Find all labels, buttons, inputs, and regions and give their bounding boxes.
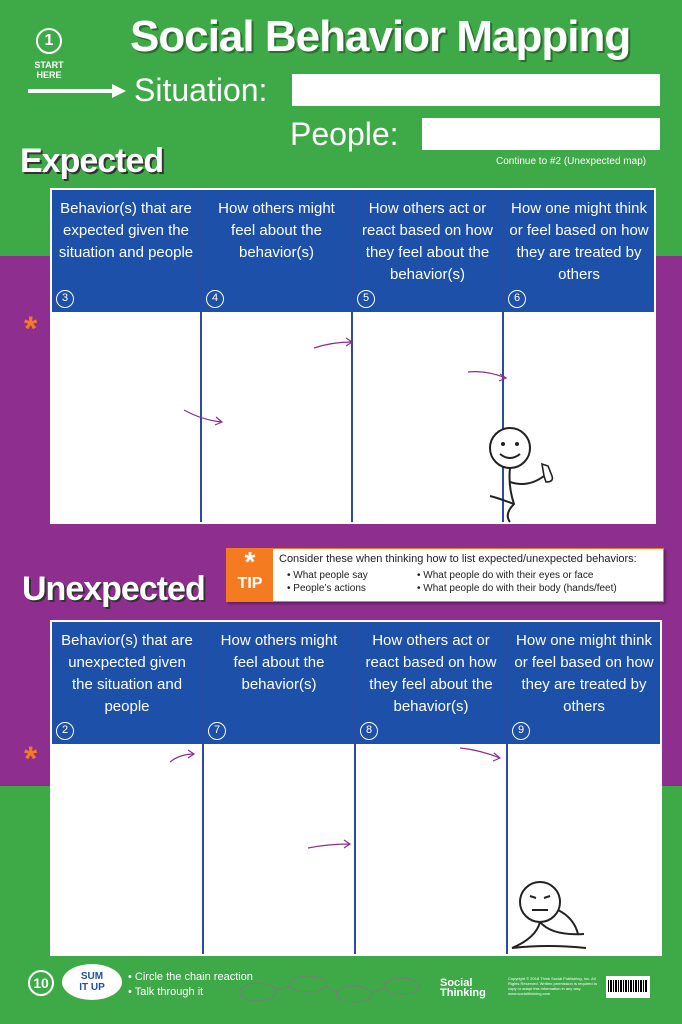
social-thinking-logo [440,978,486,998]
step-number-circle: 9 [512,722,530,740]
step-1-circle: 1 [36,28,62,54]
expected-heading: Expected [20,142,164,180]
expected-entry-cell[interactable] [52,312,200,522]
expected-column [353,190,504,522]
flow-arrow-icon [458,744,504,764]
column-label: How one might think or feel based on how they are treated by others [509,200,649,283]
barcode-icon [606,976,650,998]
tip-item: • What people do with their body (hands/feet) [417,582,617,595]
tip-box [226,548,664,602]
sum-line-1: SUM [80,971,104,982]
unexpected-column [52,622,204,954]
unexpected-column [204,622,356,954]
step-number-circle: 3 [56,290,74,308]
unexpected-column [356,622,508,954]
unexpected-heading: Unexpected [22,570,205,608]
tip-asterisk-icon: * [244,546,256,577]
unexpected-column-header [52,622,202,744]
step-number-circle: 6 [508,290,526,308]
expected-column-header [504,190,654,312]
flow-arrow-icon [312,334,356,354]
expected-map [50,188,656,524]
unexpected-entry-cell[interactable] [356,744,506,954]
step-number-circle: 7 [208,722,226,740]
page-title: Social Behavior Mapping [130,12,631,61]
tip-badge [227,546,273,601]
expected-entry-cell[interactable] [353,312,502,522]
upset-stick-figure-icon [508,878,592,956]
column-label: How others might feel about the behavior(s) [218,200,335,261]
column-label: How others might feel about the behavior(s) [220,632,338,693]
flow-arrow-icon [182,406,226,428]
unexpected-column-header [204,622,354,744]
expected-column [52,190,202,522]
tip-item: • What people do with their eyes or face [417,569,617,582]
step-number-circle: 8 [360,722,378,740]
column-label: How one might think or feel based on how they are treated by others [514,632,654,715]
start-label-line-2: HERE [36,70,62,80]
start-arrow-icon [28,84,126,98]
column-label: Behavior(s) that are unexpected given the situation and people [61,632,193,715]
step-number-circle: 4 [206,290,224,308]
brand-line-2: Thinking [440,987,486,999]
asterisk-icon-unexpected: * [24,740,38,778]
sum-it-up-bubble [62,964,122,1000]
chain-reaction-sketch-icon [236,974,426,1004]
sum-it-up-list [128,970,253,1000]
tip-list-right [417,569,617,595]
column-label: How others act or react based on how they feel about the behavior(s) [362,200,493,283]
expected-column-header [52,190,200,312]
people-field[interactable] [422,118,660,150]
start-here-label [29,60,69,80]
unexpected-column-header [356,622,506,744]
situation-field[interactable] [292,74,660,106]
tip-list-left [287,569,368,595]
tip-item: • People’s actions [287,582,368,595]
expected-column [202,190,353,522]
copyright-text: Copyright © 2018 Think Social Publishing, Inc. All Rights Reserved. Written permission is required to copy or adapt this information in any way. www.socialthinking.com [508,976,598,996]
happy-stick-figure-icon [484,426,560,526]
tip-heading: Consider these when thinking how to list expected/unexpected behaviors: [279,553,637,565]
step-10-circle: 10 [28,970,54,996]
expected-column-header [353,190,502,312]
tip-label: TIP [237,575,263,592]
tip-item: • What people say [287,569,368,582]
situation-label: Situation: [134,72,268,108]
asterisk-icon-expected: * [24,310,38,348]
flow-arrow-icon [168,748,198,766]
expected-column-header [202,190,351,312]
column-label: How others act or react based on how they feel about the behavior(s) [365,632,497,715]
start-label-line-1: START [34,60,64,70]
unexpected-entry-cell[interactable] [52,744,202,954]
step-number-circle: 2 [56,722,74,740]
flow-arrow-icon [306,836,354,854]
unexpected-column-header [508,622,660,744]
column-label: Behavior(s) that are expected given the situation and people [58,200,194,261]
people-label: People: [290,116,399,152]
step-number-circle: 5 [357,290,375,308]
brand-line-1: Social [440,977,473,989]
continue-note: Continue to #2 (Unexpected map) [496,156,647,167]
sum-line-2: IT UP [79,982,105,993]
sum-item: • Circle the chain reaction [128,970,253,985]
sum-item: • Talk through it [128,985,253,1000]
flow-arrow-icon [466,366,510,386]
